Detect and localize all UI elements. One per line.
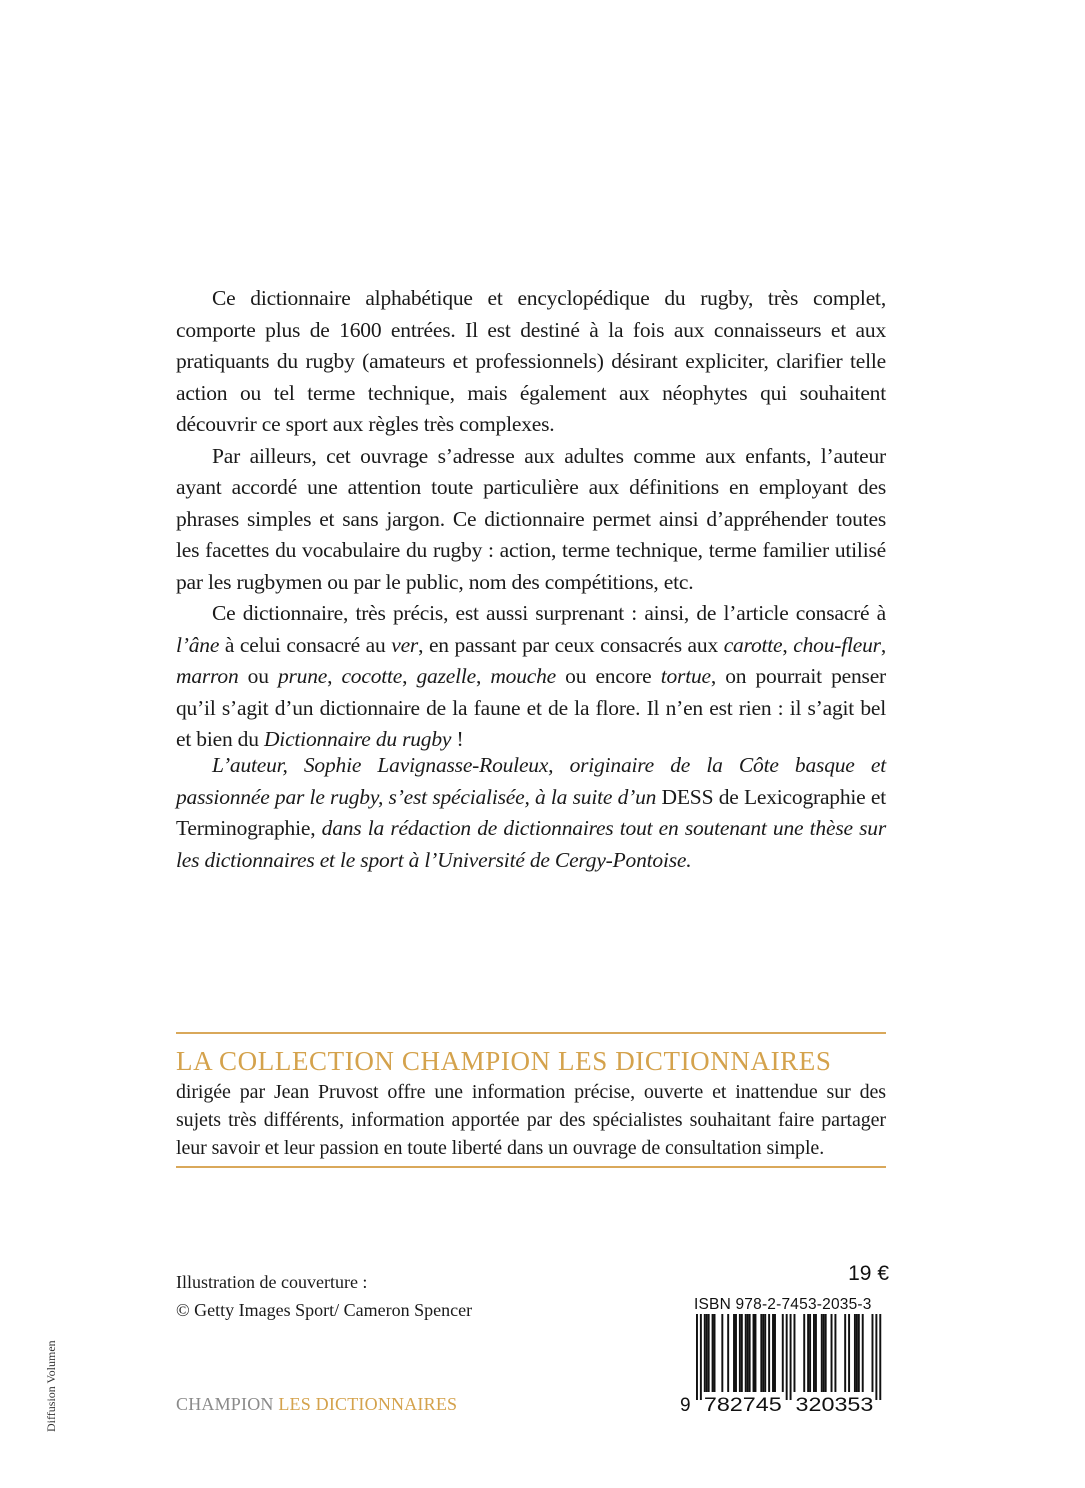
collection-title: LA COLLECTION CHAMPION LES DICTIONNAIRES: [176, 1046, 832, 1076]
credits-label: Illustration de couverture :: [176, 1272, 368, 1292]
brand-champion: CHAMPION: [176, 1394, 274, 1414]
text-run: , on pourrait penser qu’il s’agit d’un dictionnaire de la faune et de la flore. Il n’en est rien : il s’agit bel et bien du: [176, 664, 887, 751]
barcode-bar: [854, 1314, 856, 1392]
author-bio-paragraph: [176, 750, 886, 876]
blurb-paragraph-2: Par ailleurs, cet ouvrage s’adresse aux adultes comme aux enfants, l’auteur ayant accordé une attention toute particulière aux définitions en employant des phrases simples et sans jargon. Ce dictionnaire permet ainsi d’appréhender toutes les facettes du vocabulaire du rugby : action, terme technique, terme familier utilisé par les rugbymen ou par le public, nom des compétitions, etc.: [176, 443, 886, 594]
barcode-bar: [755, 1314, 757, 1392]
italic-term: cocotte: [341, 664, 403, 688]
barcode-bar: [813, 1314, 815, 1392]
barcode-bar: [862, 1314, 864, 1392]
barcode-bar: [858, 1314, 860, 1392]
barcode-bar: [760, 1314, 762, 1392]
barcode-bar: [848, 1314, 850, 1392]
barcode-bar: [753, 1314, 755, 1392]
credits-source: © Getty Images Sport/ Cameron Spencer: [176, 1300, 473, 1320]
barcode-bar: [749, 1314, 751, 1392]
barcode-bar: [879, 1314, 881, 1400]
barcode-bar: [803, 1314, 805, 1392]
barcode-bar: [856, 1314, 858, 1392]
barcode-bar: [823, 1314, 825, 1392]
barcode-bar: [762, 1314, 764, 1392]
italic-term: l’âne: [176, 632, 220, 657]
degree-text: DESS de Lexicographie et Terminographie,: [176, 784, 886, 840]
italic-term: gazelle: [416, 664, 476, 688]
text-run: ,: [476, 664, 491, 688]
italic-term: prune: [277, 664, 328, 688]
isbn-label: ISBN 978-2-7453-2035-3: [694, 1296, 872, 1313]
barcode-bar: [844, 1314, 846, 1392]
italic-term: carotte: [723, 632, 783, 657]
barcode-bar: [714, 1314, 716, 1392]
text-run: ou encore: [556, 664, 661, 688]
divider-bottom: [176, 1166, 886, 1168]
barcode-bar: [831, 1314, 833, 1392]
barcode-bar: [733, 1314, 735, 1392]
text-run: ,: [880, 632, 886, 657]
barcode-digits-left: 782745: [703, 1395, 782, 1414]
barcode-bar: [782, 1314, 784, 1392]
barcode-bar: [721, 1314, 723, 1392]
barcode-bar: [704, 1314, 706, 1392]
text-run: ou: [238, 664, 278, 688]
italic-term: marron: [176, 664, 239, 688]
text-run: ,: [402, 664, 417, 688]
barcode-bar: [764, 1314, 766, 1392]
book-blurb: [176, 283, 886, 756]
brand-les-dictionnaires: LES DICTIONNAIRES: [278, 1394, 458, 1414]
barcode-bar: [745, 1314, 747, 1392]
text-run: L’auteur, Sophie Lavignasse-Rouleux, originaire de la Côte basque et passionnée par le rugby, s’est spécialisée, à la suite d’un: [176, 753, 886, 809]
barcode-bar: [772, 1314, 774, 1392]
barcode-bar: [747, 1314, 749, 1392]
barcode-bar: [727, 1314, 729, 1392]
barcode-bar: [700, 1314, 702, 1400]
collection-section: [176, 1044, 886, 1162]
price: 19 €: [848, 1262, 889, 1285]
barcode-bar: [825, 1314, 827, 1392]
italic-title: Dictionnaire du rugby: [263, 727, 452, 751]
author-bio: [176, 750, 886, 876]
text-run: ,: [782, 632, 794, 657]
text-run: dans la rédaction de dictionnaires tout en soutenant une thèse sur les dictionnaires et le sport à l’Université de Cergy-Pontoise.: [176, 816, 886, 872]
barcode-bar: [741, 1314, 743, 1392]
barcode-bar: [706, 1314, 708, 1392]
barcode-bar: [708, 1314, 710, 1392]
barcode-bar: [807, 1314, 809, 1392]
barcode-graphic: [676, 1314, 886, 1414]
barcode-bar: [768, 1314, 770, 1392]
barcode-bar: [790, 1314, 792, 1400]
italic-term: chou-fleur: [793, 632, 881, 657]
italic-term: ver: [391, 632, 419, 657]
ean-barcode: [676, 1314, 886, 1414]
barcode-digit-first: 9: [680, 1395, 691, 1414]
text-run: à celui consacré au: [219, 632, 392, 657]
collection-description: dirigée par Jean Pruvost offre une information précise, ouverte et inattendue sur des sujets très différents, information apportée par des spécialistes souhaitant faire partager leur savoir et leur passion en toute liberté dans un ouvrage de consultation simple.: [176, 1081, 886, 1159]
blurb-paragraph-1: Ce dictionnaire alphabétique et encyclopédique du rugby, très complet, comporte plus de 1600 entrées. Il est destiné à la fois aux connaisseurs et aux pratiquants du rugby (amateurs et professionnels) désirant expliciter, clarifier telle action ou tel terme technique, mais également aux néophytes qui souhaitent découvrir ce sport aux règles très complexes.: [176, 286, 886, 436]
italic-term: tortue: [660, 664, 711, 688]
text-run: !: [451, 727, 464, 751]
distributor-label: Diffusion Volumen: [44, 1340, 58, 1432]
barcode-bar: [735, 1314, 737, 1392]
barcode-bar: [872, 1314, 874, 1392]
barcode-bar: [712, 1314, 714, 1392]
barcode-bar: [875, 1314, 877, 1400]
cover-credits: [176, 1268, 472, 1324]
text-run: , en passant par ceux consacrés aux: [418, 632, 724, 657]
barcode-bar: [696, 1314, 698, 1400]
barcode-bar: [774, 1314, 776, 1392]
text-run: ,: [327, 664, 342, 688]
barcode-digits-right: 320353: [795, 1395, 874, 1414]
barcode-bar: [794, 1314, 796, 1392]
barcode-bar: [786, 1314, 788, 1400]
barcode-bar: [834, 1314, 836, 1392]
publisher-brand: [176, 1394, 457, 1415]
blurb-paragraph-3: [176, 598, 886, 756]
divider-top: [176, 1032, 886, 1034]
italic-term: mouche: [490, 664, 557, 688]
barcode-bar: [821, 1314, 823, 1392]
text-run: Ce dictionnaire, très précis, est aussi surprenant : ainsi, de l’article consacré à: [212, 601, 886, 625]
barcode-bar: [739, 1314, 741, 1392]
barcode-bar: [809, 1314, 811, 1392]
barcode-bar: [815, 1314, 817, 1392]
